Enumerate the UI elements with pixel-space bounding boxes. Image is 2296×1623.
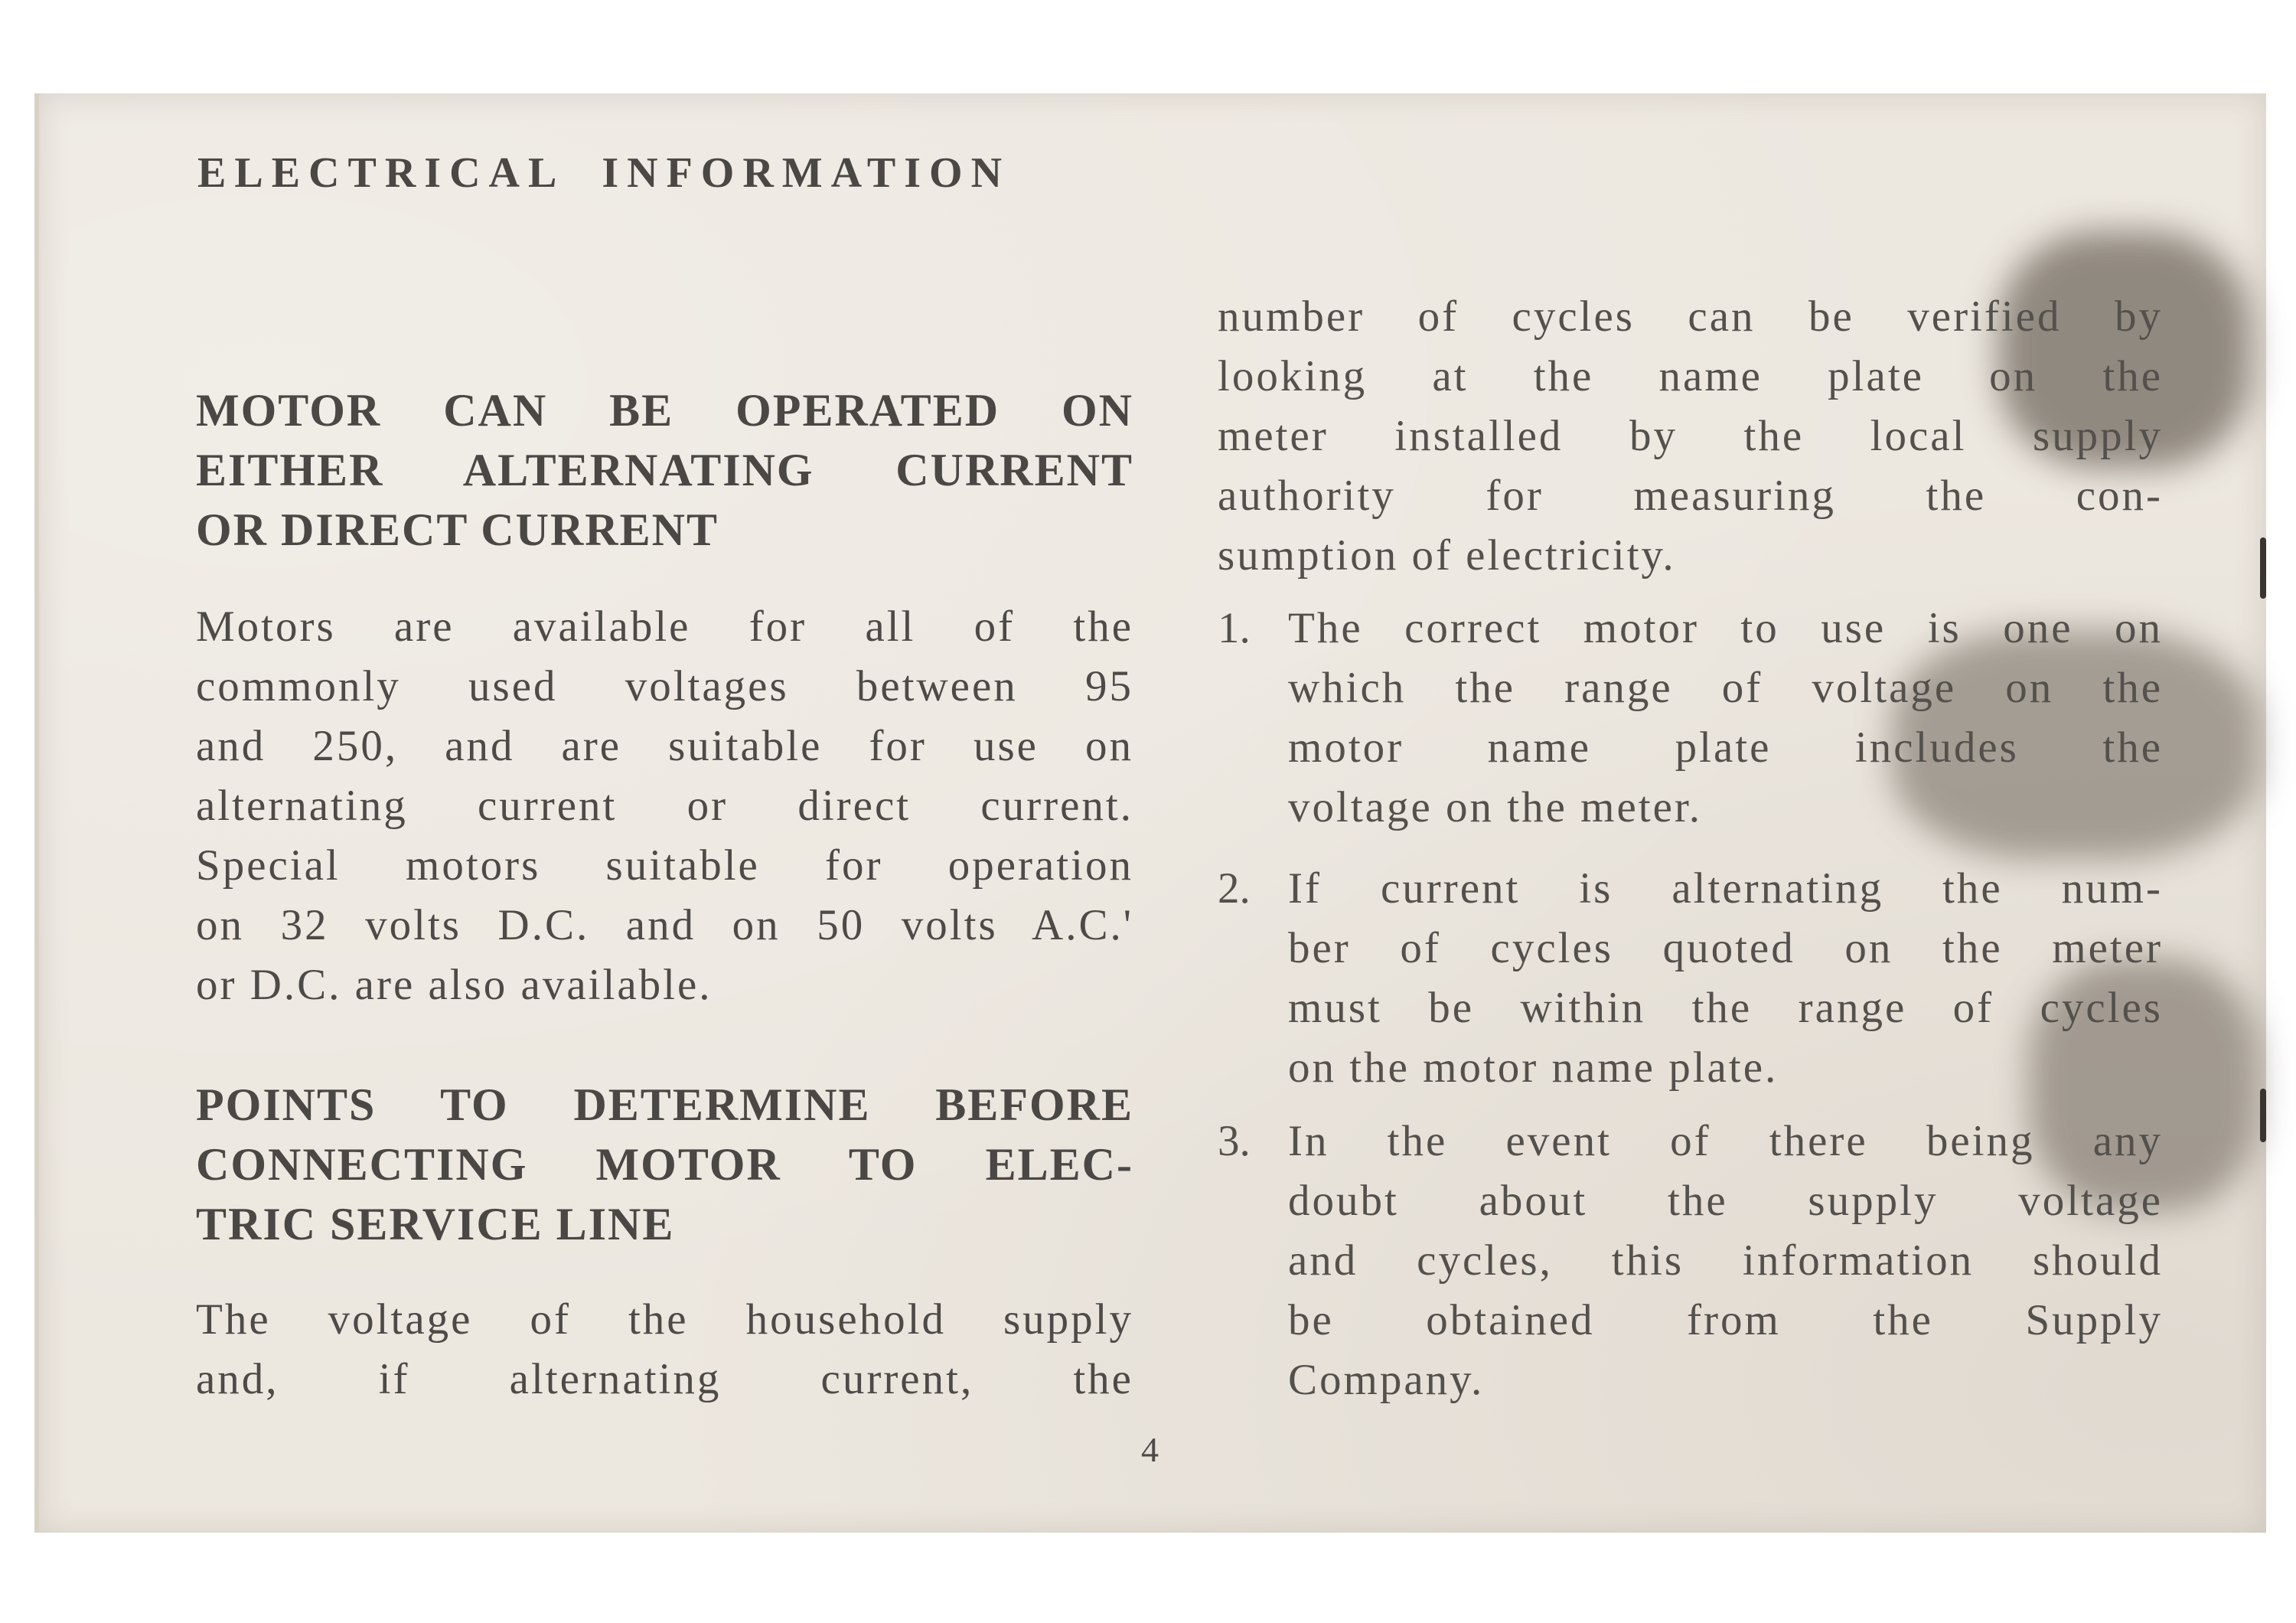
binding-mark <box>2260 1089 2266 1142</box>
text-line: be obtained from the Supply <box>1288 1296 2163 1344</box>
text-line: Special motors suitable for operation <box>196 841 1133 890</box>
list-item-text <box>1288 1112 2163 1410</box>
heading-word: ELECTRICAL <box>197 149 566 197</box>
text-line: or D.C. are also available. <box>196 961 713 1009</box>
text-line: and, if alternating current, the <box>196 1355 1133 1403</box>
heading-line: POINTS TO DETERMINE BEFORE <box>196 1079 1133 1130</box>
text-line: alternating current or direct current. <box>196 782 1133 830</box>
section-heading-points <box>196 1075 1133 1254</box>
text-line: If current is alternating the num- <box>1288 864 2163 913</box>
section-heading-motor <box>196 380 1133 560</box>
text-line: commonly used voltages between 95 <box>196 662 1133 710</box>
heading-word: INFORMATION <box>602 149 1011 197</box>
text-line: The voltage of the household supply <box>196 1295 1133 1344</box>
text-line: doubt about the supply voltage <box>1288 1177 2163 1225</box>
text-line: voltage on the meter. <box>1288 783 1703 831</box>
text-line: Company. <box>1288 1356 1485 1404</box>
text-line: and cycles, this information should <box>1288 1236 2163 1285</box>
text-line: which the range of voltage on the <box>1288 664 2163 712</box>
list-number: 1. <box>1218 604 1251 652</box>
page-number: 4 <box>1141 1430 1159 1469</box>
paragraph-motors-available <box>196 597 1133 1015</box>
heading-line: OR DIRECT CURRENT <box>196 505 719 555</box>
text-line: must be within the range of cycles <box>1288 984 2163 1032</box>
page-heading <box>197 149 1010 198</box>
text-line: number of cycles can be verified by <box>1218 292 2163 341</box>
heading-line: CONNECTING MOTOR TO ELEC- <box>196 1139 1133 1190</box>
manual-page <box>34 93 2266 1533</box>
text-line: ber of cycles quoted on the meter <box>1288 924 2163 972</box>
text-line: meter installed by the local supply <box>1218 412 2163 460</box>
heading-line: EITHER ALTERNATING CURRENT <box>196 445 1133 495</box>
text-line: In the event of there being any <box>1288 1117 2163 1165</box>
text-line: authority for measuring the con- <box>1218 472 2163 520</box>
list-item-text <box>1288 599 2163 838</box>
text-line: Motors are available for all of the <box>196 603 1133 651</box>
heading-line: TRIC SERVICE LINE <box>196 1199 675 1249</box>
text-line: motor name plate includes the <box>1288 723 2163 772</box>
binding-mark <box>2260 537 2266 599</box>
list-number: 2. <box>1218 864 1251 913</box>
heading-line: MOTOR CAN BE OPERATED ON <box>196 385 1133 436</box>
list-item-text <box>1288 859 2163 1098</box>
paragraph-cycles <box>1218 287 2163 586</box>
text-line: The correct motor to use is one on <box>1288 604 2163 652</box>
text-line: sumption of electricity. <box>1218 531 1676 580</box>
text-line: looking at the name plate on the <box>1218 352 2163 400</box>
text-line: on 32 volts D.C. and on 50 volts A.C.' <box>196 901 1133 949</box>
paragraph-household-supply <box>196 1290 1133 1409</box>
text-line: on the motor name plate. <box>1288 1043 1779 1092</box>
list-number: 3. <box>1218 1117 1251 1165</box>
text-line: and 250, and are suitable for use on <box>196 722 1133 770</box>
